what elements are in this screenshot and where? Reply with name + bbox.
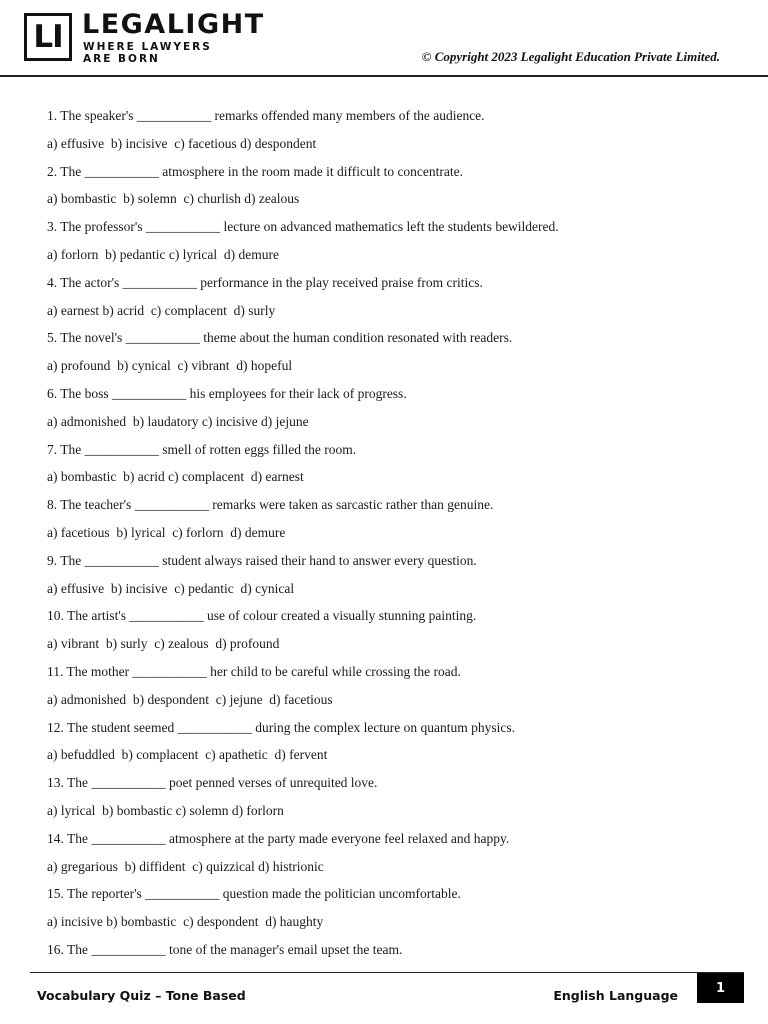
question-2: 2. The ___________ atmosphere in the room made it difficult to concentrate. xyxy=(47,163,464,179)
brand-name: LEGALIGHT xyxy=(82,9,265,40)
question-1: 1. The speaker's ___________ remarks offended many members of the audience. xyxy=(47,108,485,123)
options-7: a) bombastic b) acrid c) complacent d) earnest xyxy=(47,469,304,485)
options-14: a) gregarious b) diffident c) quizzical d) histrionic xyxy=(47,858,324,874)
question-6: 6. The boss ___________ his employees for their lack of progress. xyxy=(47,385,407,401)
options-11: a) admonished b) despondent c) jejune d) facetious xyxy=(47,691,333,707)
question-13: 13. The ___________ poet penned verses of unrequited love. xyxy=(47,775,378,791)
options-5: a) profound b) cynical c) vibrant d) hopeful xyxy=(47,358,293,374)
header-divider xyxy=(0,75,768,77)
question-12: 12. The student seemed ___________ during the complex lecture on quantum physics. xyxy=(47,719,516,735)
logo-mark: LI xyxy=(24,13,72,61)
question-14: 14. The ___________ atmosphere at the party made everyone feel relaxed and happy. xyxy=(47,830,510,846)
tagline-line-1: WHERE LAWYERS xyxy=(83,41,212,53)
brand-tagline xyxy=(83,41,212,65)
options-6: a) admonished b) laudatory c) incisive d) jejune xyxy=(47,413,309,429)
footer-subject: English Language xyxy=(553,988,678,1003)
tagline-line-2: ARE BORN xyxy=(83,53,160,65)
page-number: 1 xyxy=(697,973,744,1003)
footer-quiz-title: Vocabulary Quiz – Tone Based xyxy=(37,988,246,1003)
options-8: a) facetious b) lyrical c) forlorn d) demure xyxy=(47,524,286,540)
options-4: a) earnest b) acrid c) complacent d) surly xyxy=(47,302,276,318)
options-13: a) lyrical b) bombastic c) solemn d) forlorn xyxy=(47,802,284,818)
question-5: 5. The novel's ___________ theme about the human condition resonated with readers. xyxy=(47,330,513,346)
question-8: 8. The teacher's ___________ remarks were taken as sarcastic rather than genuine. xyxy=(47,497,494,513)
options-15: a) incisive b) bombastic c) despondent d) haughty xyxy=(47,914,324,930)
options-12: a) befuddled b) complacent c) apathetic d) fervent xyxy=(47,747,328,763)
question-15: 15. The reporter's ___________ question made the politician uncomfortable. xyxy=(47,886,461,902)
options-3: a) forlorn b) pedantic c) lyrical d) demure xyxy=(47,246,280,262)
copyright-notice: © Copyright 2023 Legalight Education Private Limited. xyxy=(421,49,720,64)
question-10: 10. The artist's ___________ use of colour created a visually stunning painting. xyxy=(47,608,477,624)
question-7: 7. The ___________ smell of rotten eggs filled the room. xyxy=(47,441,357,457)
options-1: a) effusive b) incisive c) facetious d) despondent xyxy=(47,135,317,151)
question-list xyxy=(47,102,737,964)
question-4: 4. The actor's ___________ performance in the play received praise from critics. xyxy=(47,274,483,290)
options-10: a) vibrant b) surly c) zealous d) profound xyxy=(47,636,280,652)
question-9: 9. The ___________ student always raised their hand to answer every question. xyxy=(47,552,477,568)
question-11: 11. The mother ___________ her child to be careful while crossing the road. xyxy=(47,663,461,679)
options-9: a) effusive b) incisive c) pedantic d) cynical xyxy=(47,580,295,596)
footer-divider xyxy=(30,972,744,973)
options-2: a) bombastic b) solemn c) churlish d) zealous xyxy=(47,191,300,207)
question-16: 16. The ___________ tone of the manager's email upset the team. xyxy=(47,941,403,957)
question-3: 3. The professor's ___________ lecture on advanced mathematics left the students bewildered. xyxy=(47,219,559,235)
